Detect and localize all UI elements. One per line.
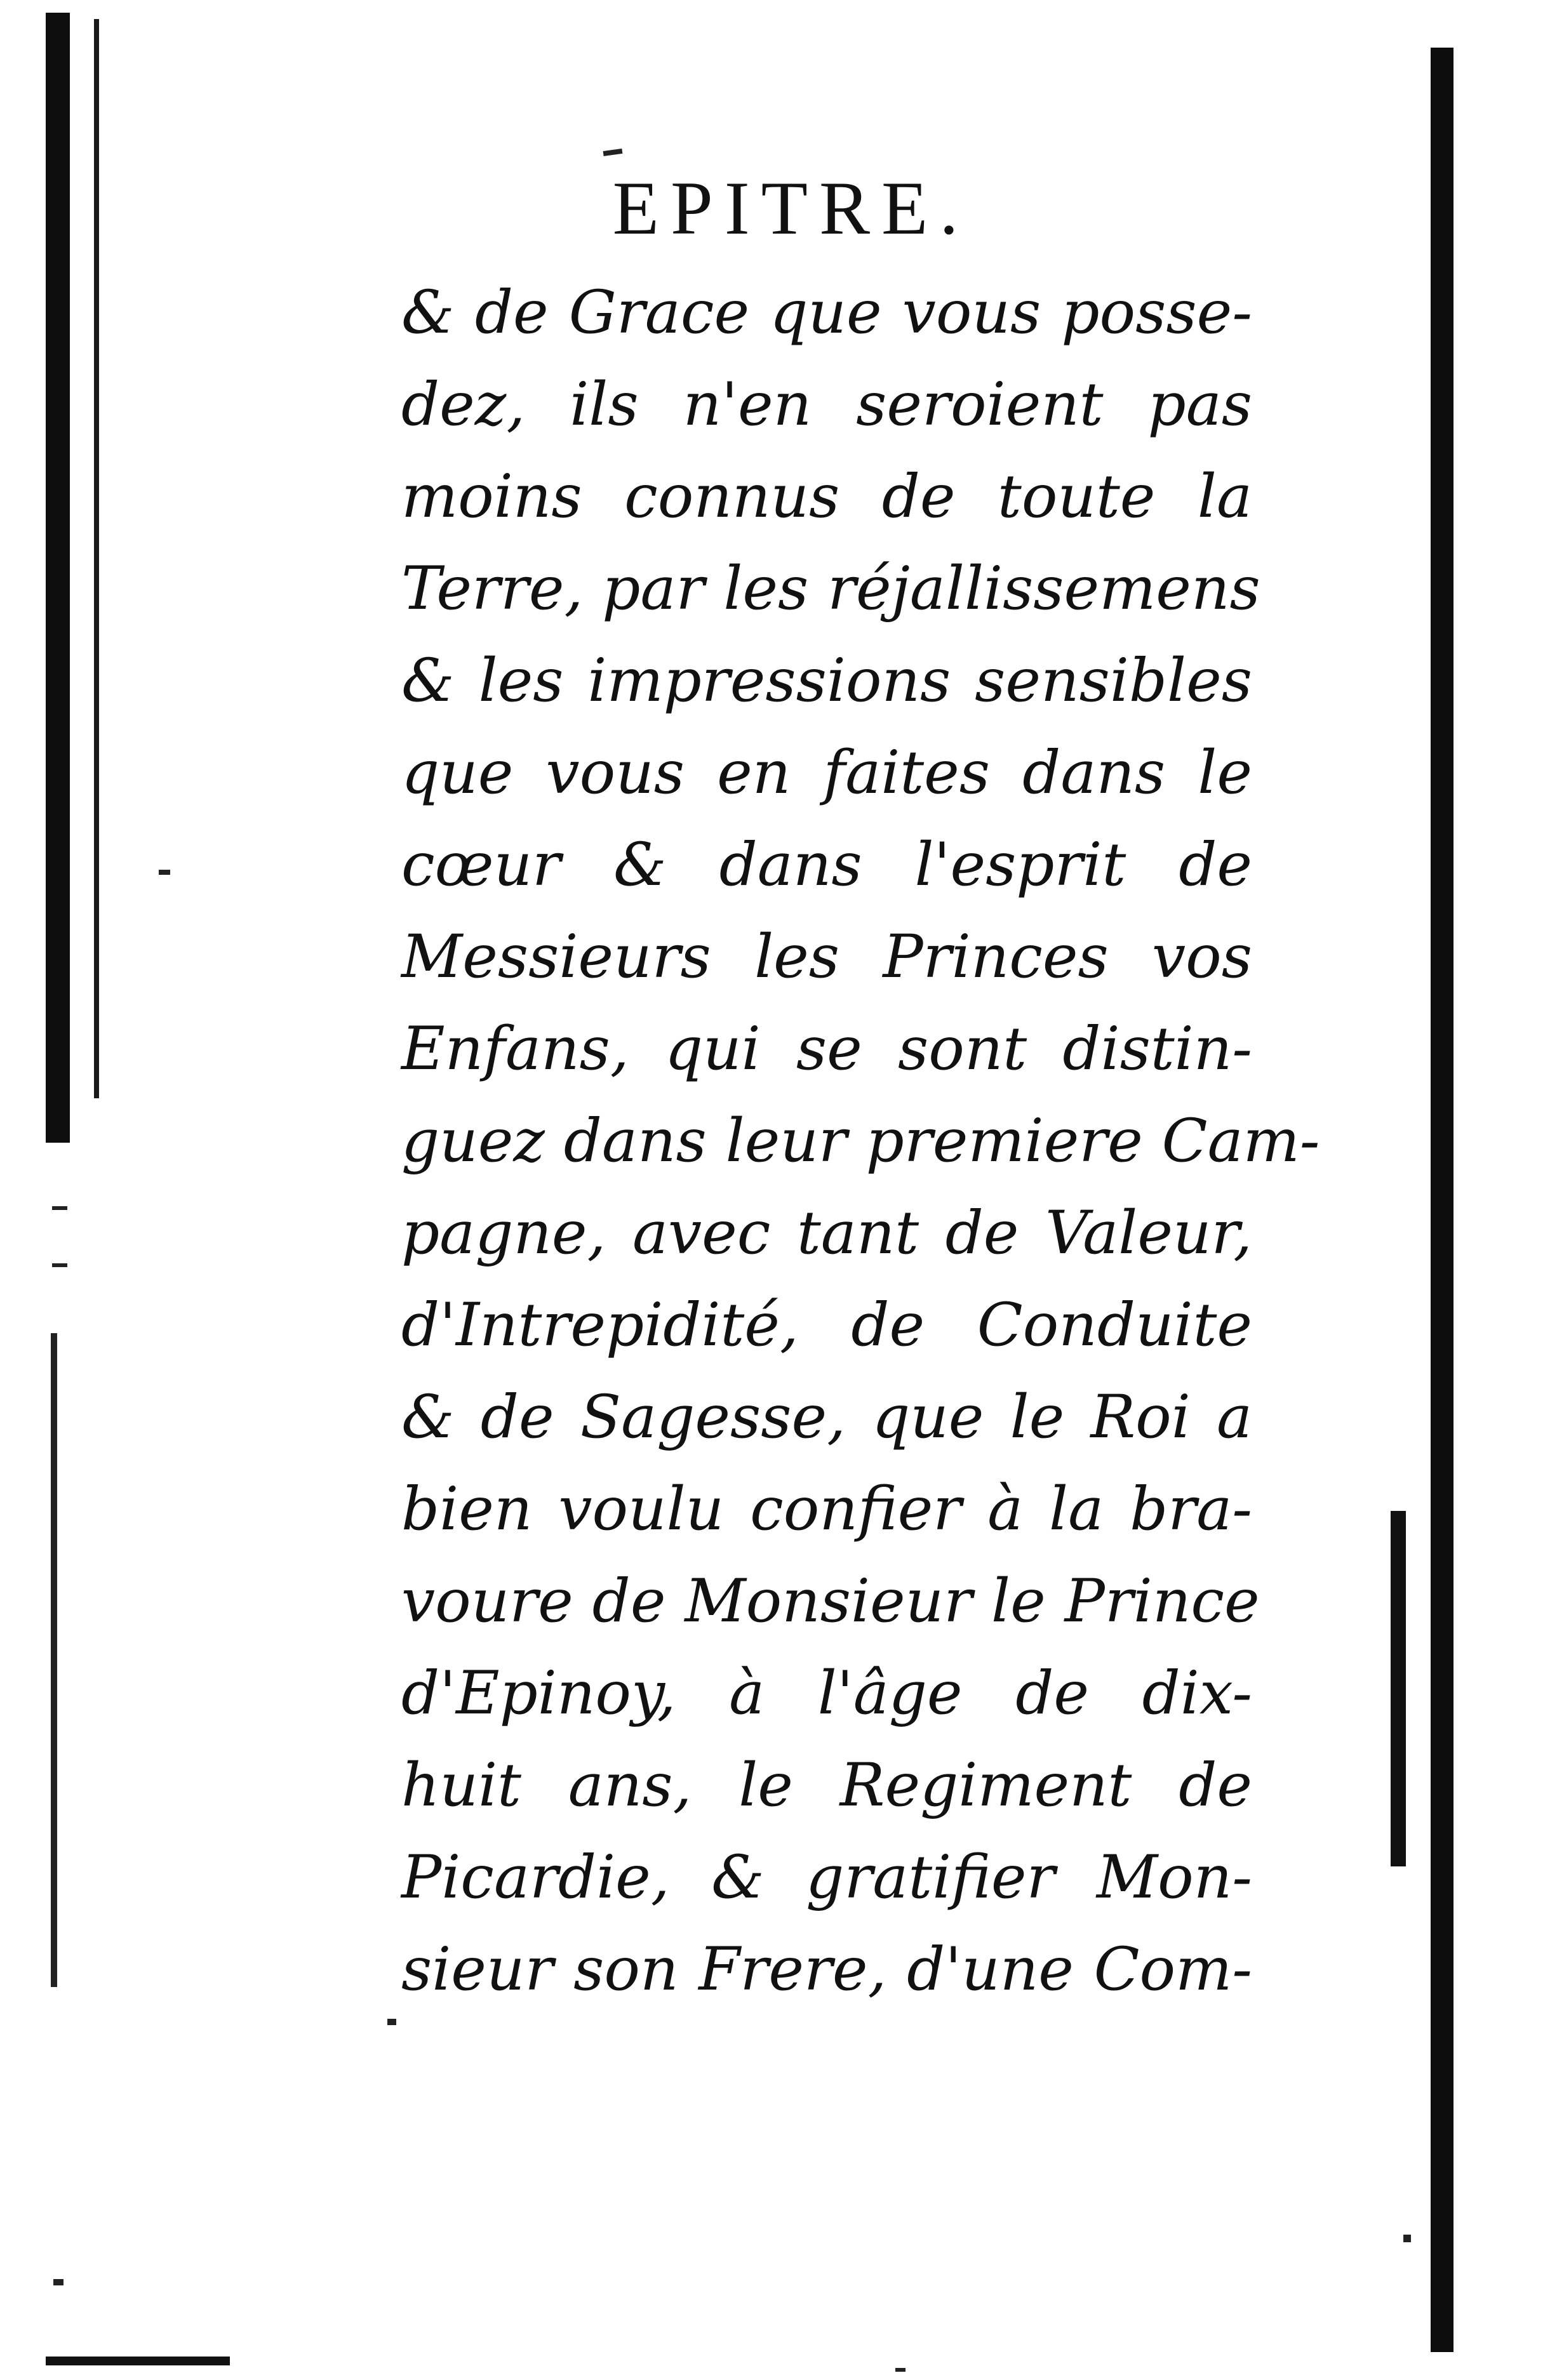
scan-gutter-right-inner [1391,1511,1406,1866]
text-line: moins connus de toute la [401,462,1252,531]
text-line: voure de Monsieur le Prince [401,1567,1260,1636]
text-line: dez, ils n'en seroient pas [401,370,1252,439]
text-line: guez dans leur premiere Cam- [401,1107,1320,1176]
scan-speck [52,1263,67,1267]
text-line: Picardie, & gratifier Mon- [401,1843,1252,1912]
text-line: Terre, par les réjallissemens [401,554,1260,623]
text-line: & de Grace que vous posse- [401,278,1252,347]
scan-speck [1403,2235,1411,2242]
text-line: huit ans, le Regiment de [401,1751,1252,1820]
scan-speck [895,2368,905,2372]
scan-gutter-right [1431,48,1453,2352]
header-accent-mark [603,149,623,156]
text-line: Enfans, qui se sont distin- [401,1014,1252,1084]
text-line: sieur son Frere, d'une Com- [401,1935,1252,2004]
scan-speck [387,2019,396,2025]
text-line: que vous en faites dans le [401,738,1252,808]
text-line: d'Epinoy, à l'âge de dix- [401,1659,1252,1728]
scan-speck [53,2279,63,2285]
scan-speck [52,1206,67,1210]
scan-bottom-rule [46,2357,230,2365]
text-line: d'Intrepidité, de Conduite [401,1291,1252,1360]
text-line: & les impressions sensibles [401,646,1252,715]
text-line: pagne, avec tant de Valeur, [401,1199,1252,1268]
text-line: & de Sagesse, que le Roi a [401,1383,1252,1452]
text-line: Messieurs les Princes vos [401,922,1252,992]
scan-gutter-left-lower [51,1333,57,1987]
text-line: cœur & dans l'esprit de [401,830,1252,900]
scan-speck [159,870,170,875]
page-title: EPITRE. [612,166,970,250]
body-text [401,267,1320,2016]
text-line: bien voulu confier à la bra- [401,1475,1252,1544]
